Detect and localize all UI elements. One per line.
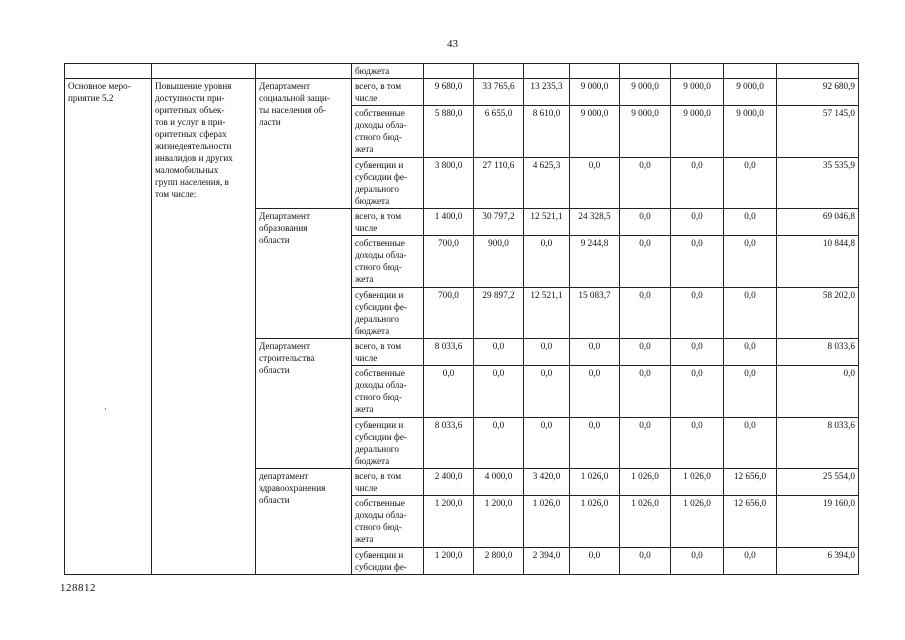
value-cell: 9 000,0 [671,106,724,158]
value-cell: 0,0 [620,548,671,575]
table-cell [524,64,570,79]
value-cell: 27 110,6 [474,158,524,209]
value-cell: 1 026,0 [524,496,570,548]
value-cell: 0,0 [620,288,671,339]
funding-source-cell: всего, в том числе [352,469,424,496]
value-cell: 0,0 [620,158,671,209]
value-cell: 1 026,0 [671,496,724,548]
value-cell: 0,0 [620,339,671,366]
value-cell: 12 521,1 [524,288,570,339]
funding-source-cell: собственные доходы обла- стного бюд- жета [352,106,424,158]
value-cell: 3 800,0 [424,158,474,209]
table-cell [777,64,859,79]
department-cell: Департамент социальной защи- ты населения об- ласти [256,79,352,209]
total-cell: 19 160,0 [777,496,859,548]
total-cell: 0,0 [777,366,859,418]
value-cell: 0,0 [671,209,724,236]
value-cell: 30 797,2 [474,209,524,236]
value-cell: 2 394,0 [524,548,570,575]
page-number: 43 [447,38,458,50]
value-cell: 0,0 [570,418,620,469]
value-cell: 0,0 [570,366,620,418]
value-cell: 0,0 [724,236,777,288]
value-cell: 0,0 [671,236,724,288]
value-cell: 4 625,3 [524,158,570,209]
total-cell: 58 202,0 [777,288,859,339]
value-cell: 0,0 [724,288,777,339]
value-cell: 0,0 [524,366,570,418]
table-cell [424,64,474,79]
value-cell: 0,0 [424,366,474,418]
value-cell: 1 026,0 [671,469,724,496]
total-cell: 57 145,0 [777,106,859,158]
measure-description-cell: Повышение уровня доступности при- оритетных объек- тов и услуг в при- оритетных сферах жизнедеятельности инвалидов и других маломобильных групп населения, в том числе: [152,79,256,575]
value-cell: 0,0 [671,366,724,418]
value-cell: 6 655,0 [474,106,524,158]
value-cell: 0,0 [474,418,524,469]
value-cell: 1 026,0 [620,496,671,548]
value-cell: 4 000,0 [474,469,524,496]
value-cell: 12 656,0 [724,496,777,548]
value-cell: 0,0 [724,209,777,236]
value-cell: 1 026,0 [620,469,671,496]
value-cell: 0,0 [620,209,671,236]
total-cell: 92 680,9 [777,79,859,106]
total-cell: 8 033,6 [777,418,859,469]
budget-table [64,63,859,575]
table-row [65,79,859,106]
value-cell: 0,0 [570,339,620,366]
value-cell: 29 897,2 [474,288,524,339]
value-cell: 0,0 [671,418,724,469]
table-cell [724,64,777,79]
value-cell: 13 235,3 [524,79,570,106]
value-cell: 0,0 [524,418,570,469]
scan-mark: · [104,404,107,414]
value-cell: 0,0 [724,418,777,469]
value-cell: 0,0 [724,339,777,366]
table-row [65,64,859,79]
value-cell: 33 765,6 [474,79,524,106]
value-cell: 1 200,0 [424,548,474,575]
value-cell: 0,0 [671,288,724,339]
value-cell: 0,0 [620,418,671,469]
table-cell [474,64,524,79]
total-cell: 35 535,9 [777,158,859,209]
value-cell: 700,0 [424,288,474,339]
total-cell: 10 844,8 [777,236,859,288]
value-cell: 0,0 [570,158,620,209]
value-cell: 2 400,0 [424,469,474,496]
department-cell: департамент здравоохранения области [256,469,352,575]
value-cell: 0,0 [671,339,724,366]
total-cell: 8 033,6 [777,339,859,366]
total-cell: 25 554,0 [777,469,859,496]
value-cell: 9 000,0 [620,106,671,158]
funding-source-cell: всего, в том числе [352,339,424,366]
value-cell: 9 000,0 [724,106,777,158]
department-cell: Департамент образования области [256,209,352,339]
value-cell: 5 880,0 [424,106,474,158]
value-cell: 9 000,0 [570,79,620,106]
value-cell: 8 610,0 [524,106,570,158]
value-cell: 3 420,0 [524,469,570,496]
value-cell: 12 521,1 [524,209,570,236]
total-cell: 69 046,8 [777,209,859,236]
value-cell: 0,0 [671,158,724,209]
table-cell [256,64,352,79]
value-cell: 2 800,0 [474,548,524,575]
value-cell: 9 000,0 [671,79,724,106]
table-cell [65,64,152,79]
value-cell: 15 083,7 [570,288,620,339]
value-cell: 1 026,0 [570,469,620,496]
value-cell: 700,0 [424,236,474,288]
value-cell: 0,0 [570,548,620,575]
funding-source-cell: субвенции и субсидии фе- дерального бюджета [352,418,424,469]
value-cell: 0,0 [724,158,777,209]
value-cell: 0,0 [724,366,777,418]
funding-source-cell: субвенции и субсидии фе- [352,548,424,575]
table-cell [152,64,256,79]
value-cell: 12 656,0 [724,469,777,496]
value-cell: 1 026,0 [570,496,620,548]
value-cell: 9 000,0 [724,79,777,106]
value-cell: 900,0 [474,236,524,288]
funding-source-cell: собственные доходы обла- стного бюд- жета [352,366,424,418]
value-cell: 0,0 [474,339,524,366]
total-cell: 6 394,0 [777,548,859,575]
department-cell: Департамент строительства области [256,339,352,469]
value-cell: 1 200,0 [474,496,524,548]
value-cell: 0,0 [524,339,570,366]
table-body [65,79,859,575]
value-cell: 8 033,6 [424,339,474,366]
value-cell: 0,0 [620,366,671,418]
funding-source-cell: субвенции и субсидии фе- дерального бюджета [352,288,424,339]
funding-source-cell: всего, в том числе [352,79,424,106]
value-cell: 1 400,0 [424,209,474,236]
funding-source-cell: собственные доходы обла- стного бюд- жета [352,236,424,288]
value-cell: 8 033,6 [424,418,474,469]
measure-cell: Основное меро- приятие 5.2 [65,79,152,575]
value-cell: 9 244,8 [570,236,620,288]
value-cell: 9 000,0 [620,79,671,106]
funding-source-cell: собственные доходы обла- стного бюд- жета [352,496,424,548]
table-cell [620,64,671,79]
value-cell: 0,0 [620,236,671,288]
value-cell: 9 000,0 [570,106,620,158]
value-cell: 9 680,0 [424,79,474,106]
value-cell: 0,0 [724,548,777,575]
value-cell: 1 200,0 [424,496,474,548]
table-cell: бюджета [352,64,424,79]
table-cell [671,64,724,79]
table-cell [570,64,620,79]
funding-source-cell: субвенции и субсидии фе- дерального бюджета [352,158,424,209]
value-cell: 0,0 [474,366,524,418]
value-cell: 0,0 [524,236,570,288]
funding-source-cell: всего, в том числе [352,209,424,236]
value-cell: 0,0 [671,548,724,575]
value-cell: 24 328,5 [570,209,620,236]
document-id: 128812 [60,582,96,594]
